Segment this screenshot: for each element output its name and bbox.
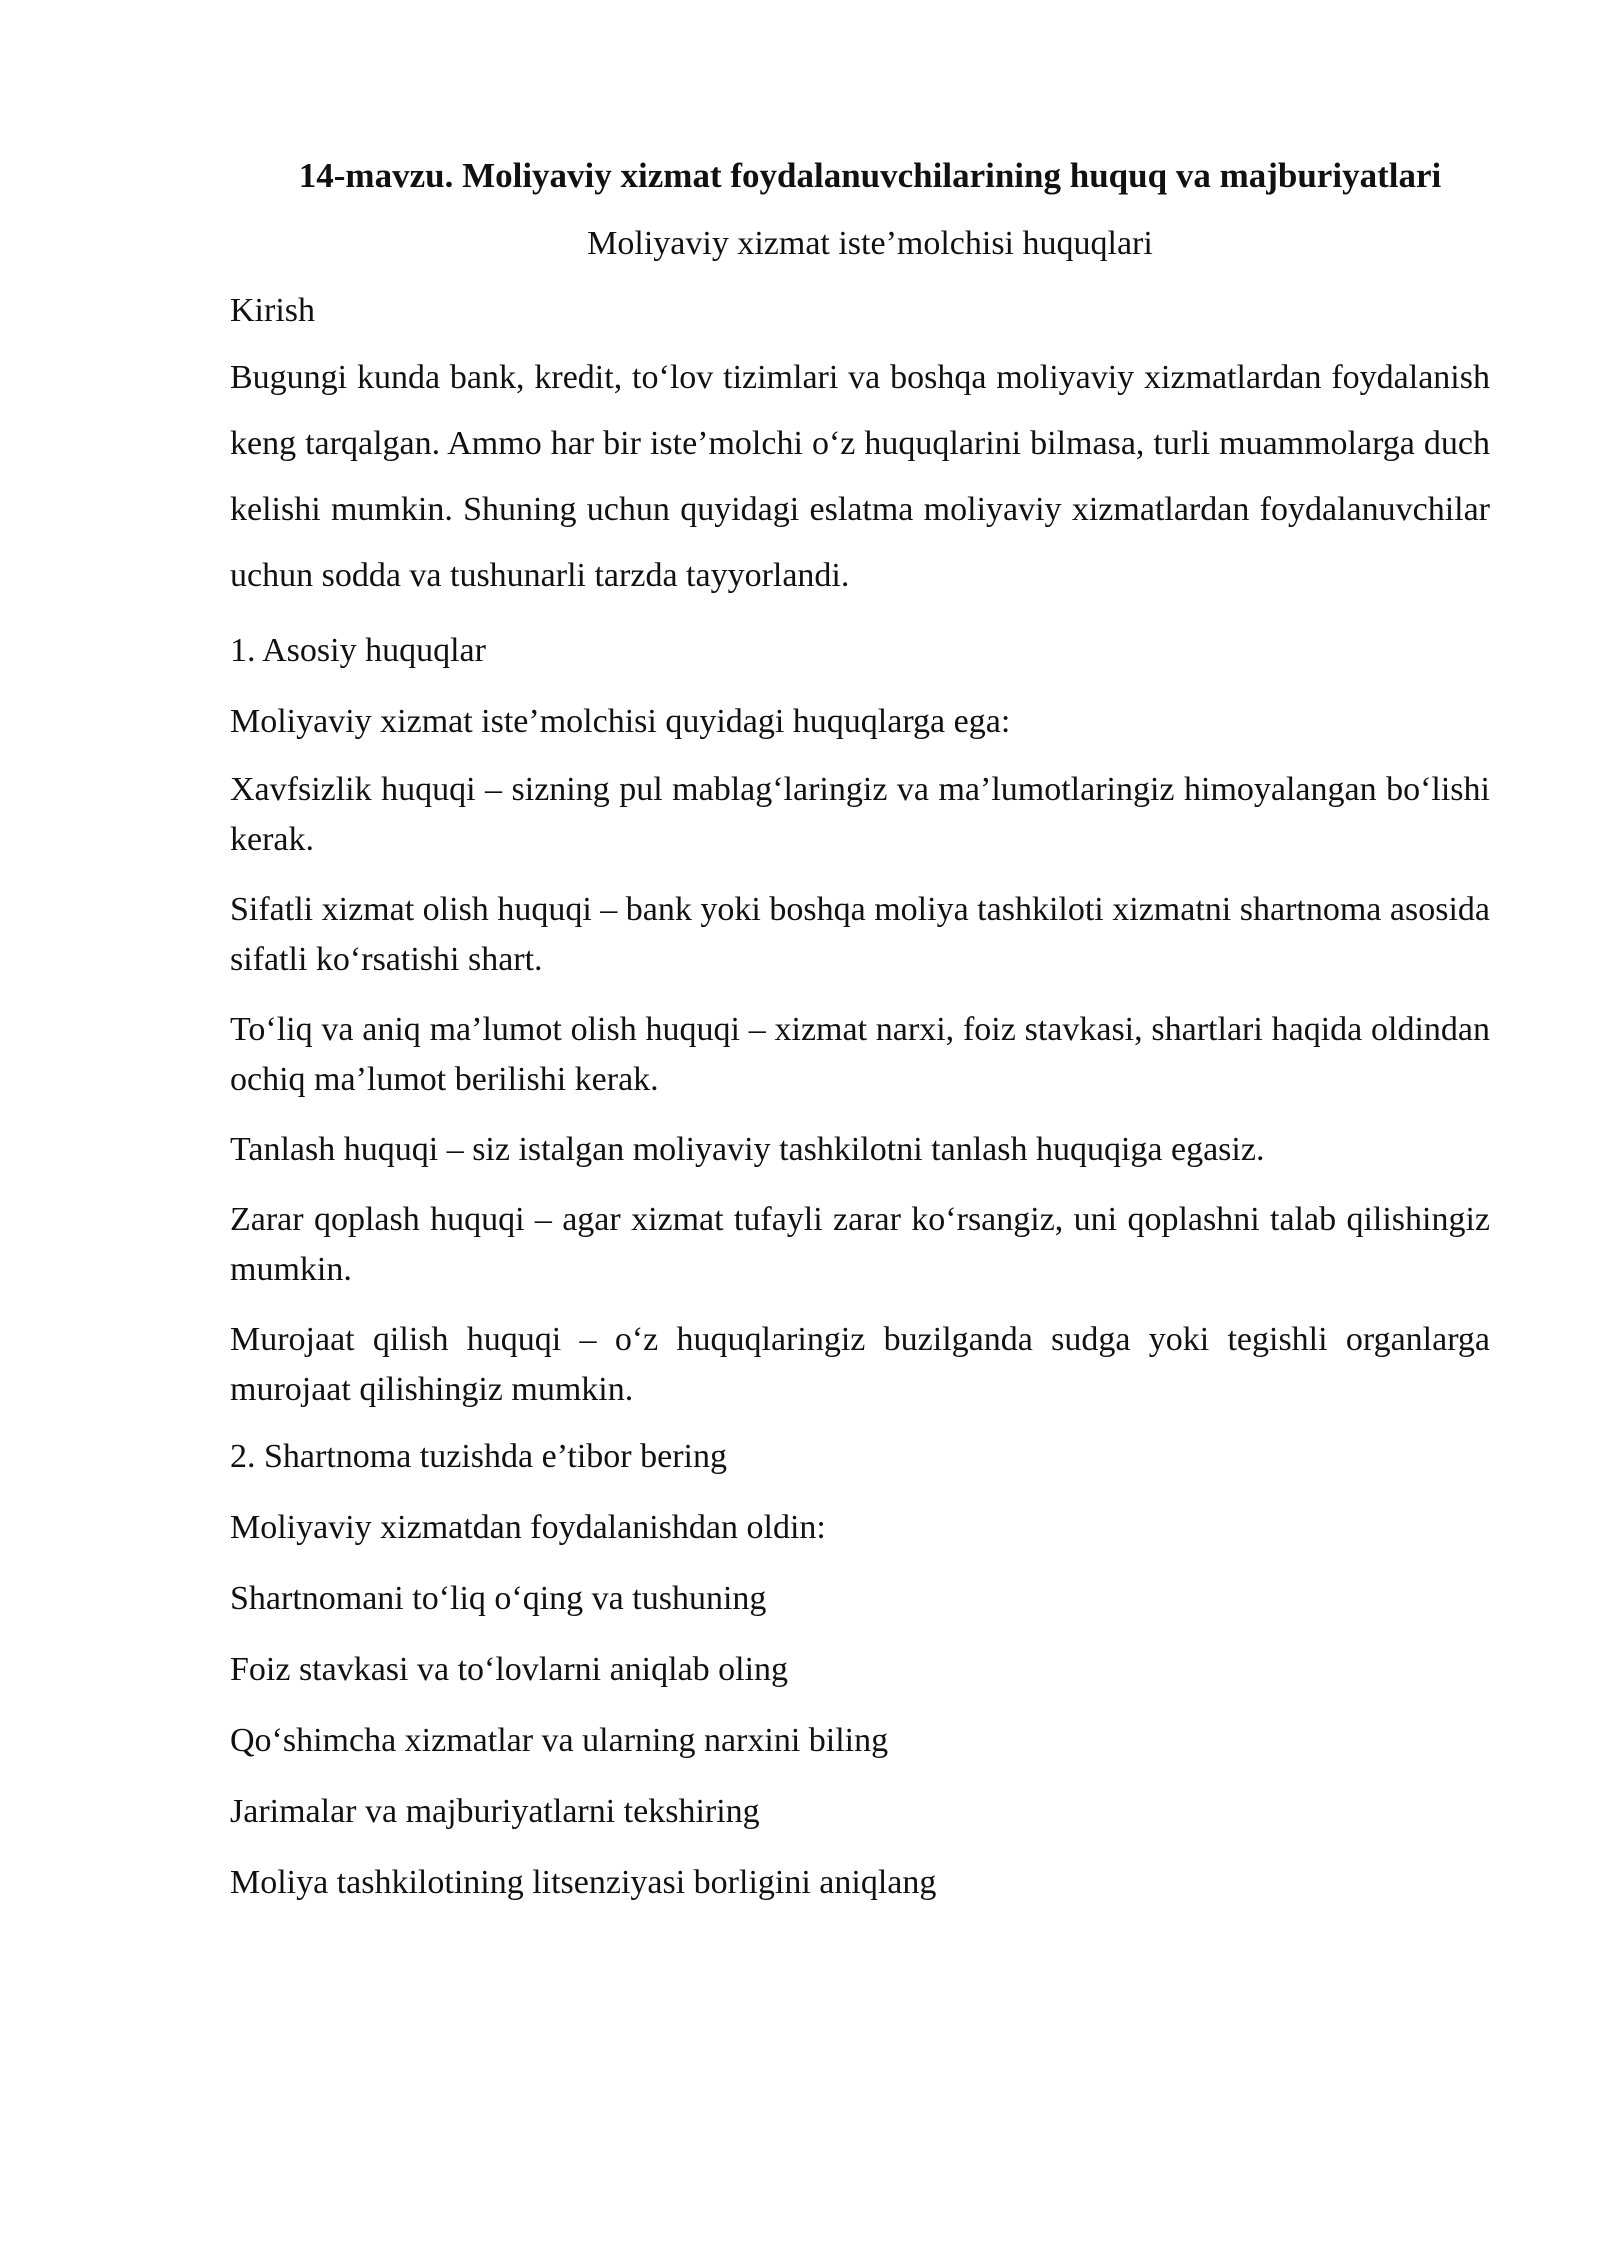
intro-paragraph: Bugungi kunda bank, kredit, to‘lov tizimlari va boshqa moliyaviy xizmatlardan foydalanish keng tarqalgan. Ammo har bir iste’molchi o‘z huquqlarini bilmasa, turli muammolarga duch kelishi mumkin. Shuning uchun quyidagi eslatma moliyaviy xizmatlardan foydalanuvchilar uchun sodda va tushunarli tarzda tayyorlandi. [230,359,1490,594]
section-heading-contract: 2. Shartnoma tuzishda e’tibor bering [230,1438,727,1475]
document-title: 14-mavzu. Moliyaviy xizmat foydalanuvchilarining huquq va majburiyatlari [298,156,1442,195]
right-item-quality: Sifatli xizmat olish huquqi – bank yoki boshqa moliya tashkiloti xizmatni shartnoma asosida sifatli ko‘rsatishi shart. [230,891,1490,978]
right-item-appeal: Murojaat qilish huquqi – o‘z huquqlaringiz buzilganda sudga yoki tegishli organlarga murojaat qilishingiz mumkin. [230,1321,1490,1408]
right-item-compensation: Zarar qoplash huquqi – agar xizmat tufayli zarar ko‘rsangiz, uni qoplashni talab qilishingiz mumkin. [230,1201,1490,1288]
contract-item: Foiz stavkasi va to‘lovlarni aniqlab oling [230,1651,789,1688]
right-item-security: Xavfsizlik huquqi – sizning pul mablag‘laringiz va ma’lumotlaringiz himoyalangan bo‘lishi kerak. [230,771,1490,858]
right-item-information: To‘liq va aniq ma’lumot olish huquqi – xizmat narxi, foiz stavkasi, shartlari haqida oldindan ochiq ma’lumot berilishi kerak. [230,1011,1490,1098]
document-page [230,150,1490,1909]
contract-item: Qo‘shimcha xizmatlar va ularning narxini biling [230,1722,889,1759]
contract-item: Jarimalar va majburiyatlarni tekshiring [230,1793,760,1830]
contract-item: Moliya tashkilotining litsenziyasi borligini aniqlang [230,1864,937,1901]
right-item-choice: Tanlash huquqi – siz istalgan moliyaviy tashkilotni tanlash huquqiga egasiz. [230,1131,1265,1168]
contract-lead: Moliyaviy xizmatdan foydalanishdan oldin: [230,1509,826,1546]
section-heading-rights: 1. Asosiy huquqlar [230,632,486,669]
contract-item: Shartnomani to‘liq o‘qing va tushuning [230,1580,767,1617]
rights-lead: Moliyaviy xizmat iste’molchisi quyidagi huquqlarga ega: [230,703,1011,740]
intro-label: Kirish [230,292,315,329]
document-subtitle: Moliyaviy xizmat iste’molchisi huquqlari [587,225,1153,262]
